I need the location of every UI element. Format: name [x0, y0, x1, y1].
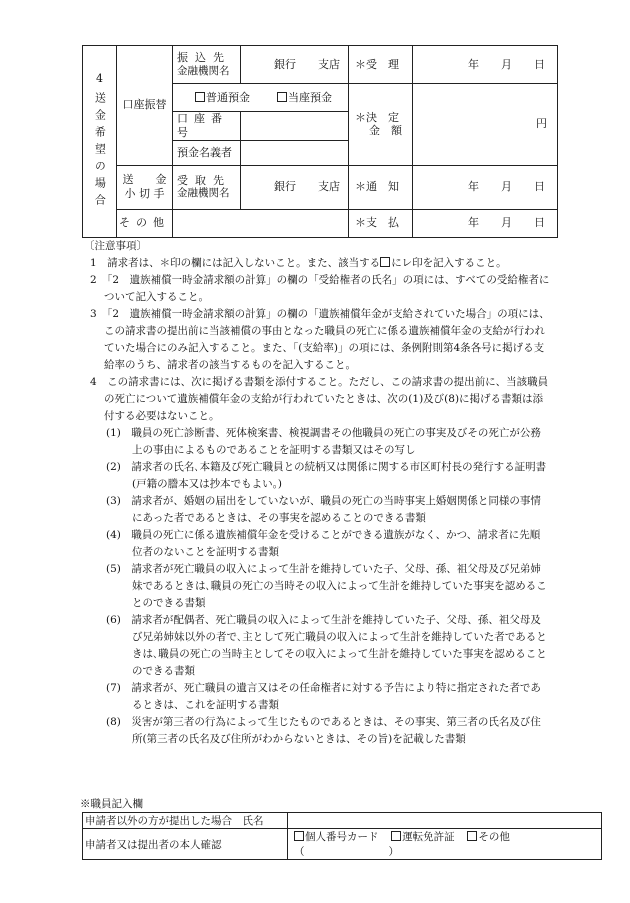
note-4-item-7: (7) 請求者が、死亡職員の遺言又はその任命権者に対する予告により特に指定された者であるときは、これを証明する書類 [106, 682, 541, 711]
note-3: 3 「2 遺族補償一時金請求額の計算」の欄の「遺族補償年金が支給されていた場合」の項には、この請求書の提出前に当該補償の事由となった職員の死亡に係る遺族補償年金の支給が行われていた場合にのみ記入すること。また、「(支給率)」の項には、条例附則第4条各号に掲げる支給率のうち、請求者の該当するものを記入すること。 [90, 308, 550, 371]
current-label: 当座預金 [288, 90, 332, 104]
staff-row2-label: 申請者又は提出者の本人確認 [83, 829, 288, 860]
staff-row2-options [288, 829, 602, 860]
account-type-cell [173, 84, 349, 112]
receipt-label: ＊受 理 [349, 46, 413, 84]
note-4-item-2: (2) 請求者の氏名､本籍及び死亡職員との続柄又は関係に関する市区町村長の発行する証明書(戸籍の謄本又は抄本でもよい。) [106, 461, 547, 490]
note-4: 4 この請求書には、次に掲げる書類を添付すること。ただし、この請求書の提出前に、当該職員の死亡について遺族補償年金の支給が行われていたときは、次の(1)及び(8)に掲げる書類は添付する必要はないこと。 [90, 376, 549, 422]
account-number-value[interactable] [241, 112, 349, 141]
other-id-label: その他（ ） [294, 831, 510, 858]
checkbox-icon [380, 257, 390, 267]
notice-label: ＊通 知 [349, 165, 413, 209]
bank-label: 振込先 金融機関名 [173, 46, 241, 84]
note-4-item-6: (6) 請求者が配偶者、死亡職員の収入によって生計を維持していた子、父母、孫、祖父母及び兄弟姉妹以外の者で､主として死亡職員の収入によって生計を維持していた者であるときは､職員の死亡の当時主としてその収入によって生計を維持していた事実を認めることのできる書類 [106, 614, 547, 677]
account-number-label: 口座番号 [173, 112, 241, 141]
note-1-text-end: にレ印を記入すること。 [391, 257, 507, 269]
section-number: 4 [96, 71, 103, 85]
receipt-date[interactable]: 年 月 日 [413, 46, 558, 84]
note-4-item-1: (1) 職員の死亡診断書、死体検案書、検視調書その他職員の死亡の事実及びその死亡が公務上の事由によるものであることを証明する書類又はその写し [106, 427, 541, 456]
transfer-label: 口座振替 [117, 46, 173, 166]
account-holder-value[interactable] [241, 140, 349, 165]
license-label: 運転免許証 [402, 831, 455, 843]
current-checkbox[interactable] [277, 92, 287, 102]
check-label: 送 金 小 切 手 [117, 165, 173, 209]
other-checkbox[interactable] [467, 831, 477, 841]
other-value[interactable] [173, 209, 349, 237]
note-4-item-4: (4) 職員の死亡に係る遺族補償年金を受けることができる遺族がなく、かつ、請求者に先順位者のないことを証明する書類 [106, 529, 541, 558]
payment-label: ＊支 払 [349, 209, 413, 237]
recipient-bank-label: 受取先 金融機関名 [173, 165, 241, 209]
staff-row1-value[interactable] [288, 813, 602, 829]
decision-label: ＊決 定 金 額 [349, 84, 413, 166]
notes-section [80, 238, 550, 748]
recipient-bank-value[interactable]: 銀行 支店 [241, 165, 349, 209]
notes-heading: 〔注意事項〕 [84, 240, 147, 252]
remittance-table [82, 45, 558, 238]
staff-heading: ※職員記入欄 [80, 798, 143, 810]
note-1-text: 1 請求者は、＊印の欄には記入しないこと。また、該当する [90, 257, 381, 269]
ordinary-label: 普通預金 [206, 90, 250, 104]
section-title: 送金希望の場合 [93, 91, 107, 211]
note-4-item-8: (8) 災害が第三者の行為によって生じたものであるときは、その事実、第三者の氏名及び住所(第三者の氏名及び住所がわからないときは、その旨)を記載した書類 [106, 716, 541, 745]
account-holder-label: 預金名義者 [173, 140, 241, 165]
notice-date[interactable]: 年 月 日 [413, 165, 558, 209]
decision-amount[interactable]: 円 [413, 84, 558, 166]
note-2: 2 「2 遺族補償一時金請求額の計算」の欄の「受給権者の氏名」の項には、すべての受給権者について記入すること。 [90, 274, 550, 303]
note-1 [90, 255, 550, 272]
staff-table [82, 812, 602, 860]
note-4-item-3: (3) 請求者が、婚姻の届出をしていないが、職員の死亡の当時事実上婚姻関係と同様の事情にあった者であるときは、その事実を認めることのできる書類 [106, 495, 541, 524]
note-4-item-5: (5) 請求者が死亡職員の収入によって生計を維持していた子、父母、孫、祖父母及び兄弟姉妹であるときは､職員の死亡の当時その収入によって生計を維持していた事実を認めることのできる書類 [106, 563, 547, 609]
bank-value[interactable]: 銀行 支店 [241, 46, 349, 84]
other-label: その他 [117, 209, 173, 237]
mynumber-checkbox[interactable] [294, 831, 304, 841]
license-checkbox[interactable] [391, 831, 401, 841]
ordinary-checkbox[interactable] [195, 92, 205, 102]
staff-row1-label: 申請者以外の方が提出した場合 氏名 [83, 813, 288, 829]
mynumber-label: 個人番号カード [305, 831, 379, 843]
section-label-cell [83, 46, 117, 238]
payment-date[interactable]: 年 月 日 [413, 209, 558, 237]
